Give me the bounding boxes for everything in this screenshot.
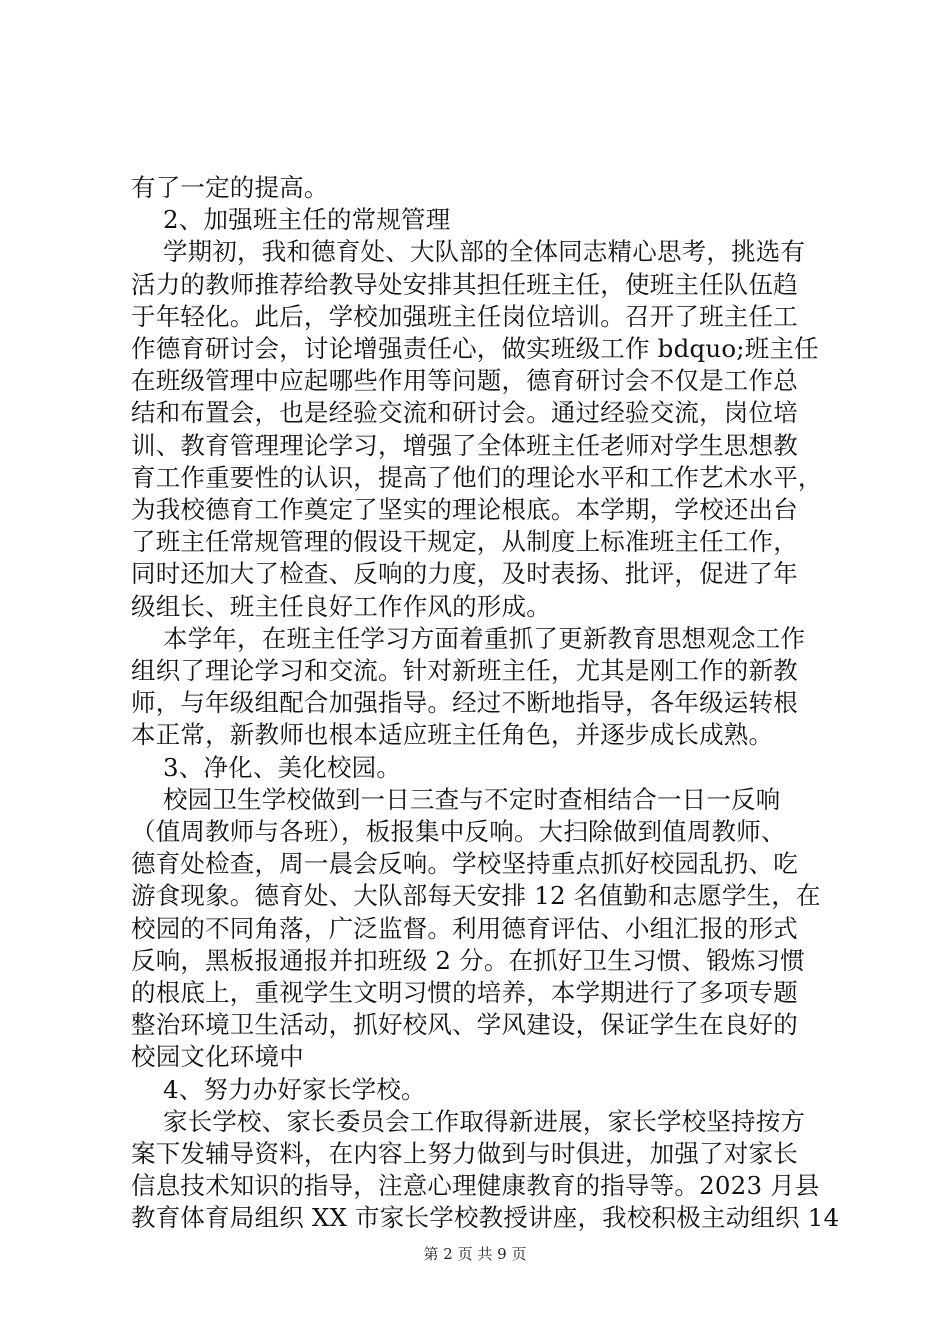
text-line: 4、努力办好家长学校。 xyxy=(131,1074,426,1104)
text-line: 于年轻化。此后，学校加强班主任岗位培训。召开了班主任工 xyxy=(131,301,798,331)
text-line: 反响，黑板报通报并扣班级 2 分。在抓好卫生习惯、锻炼习惯 xyxy=(131,945,805,975)
text-line: 的根底上，重视学生文明习惯的培养，本学期进行了多项专题 xyxy=(131,978,798,1007)
text-line: 为我校德育工作奠定了坚实的理论根底。本学期，学校还出台 xyxy=(131,495,798,524)
text-line: 训、教育管理理论学习，增强了全体班主任老师对学生思想教 xyxy=(131,430,798,460)
text-line: 在班级管理中应起哪些作用等问题，德育研讨会不仅是工作总 xyxy=(131,366,798,396)
text-line: 作德育研讨会，讨论增强责任心，做实班级工作 bdquo;班主任 xyxy=(131,334,819,363)
text-line: 学期初，我和德育处、大队部的全体同志精心思考，挑选有 xyxy=(131,237,806,267)
text-line: 家长学校、家长委员会工作取得新进展，家长学校坚持按方 xyxy=(131,1106,806,1136)
text-line: 游食现象。德育处、大队部每天安排 12 名值勤和志愿学生，在 xyxy=(131,881,821,911)
text-line: 校园卫生学校做到一日三查与不定时查相结合一日一反响 xyxy=(131,784,781,814)
text-line: 了班主任常规管理的假设干规定，从制度上标准班主任工作， xyxy=(131,527,798,557)
text-line: 级组长、班主任良好工作作风的形成。 xyxy=(131,591,551,621)
text-line: 案下发辅导资料，在内容上努力做到与时俱进，加强了对家长 xyxy=(131,1139,798,1168)
text-line: 校园的不同角落，广泛监督。利用德育评估、小组汇报的形式 xyxy=(131,913,798,943)
text-line: 信息技术知识的指导，注意心理健康教育的指导等。2023 月县 xyxy=(131,1171,820,1201)
text-line: 校园文化环境中 xyxy=(131,1042,304,1072)
text-line: 有了一定的提高。 xyxy=(131,173,329,202)
text-line: 教育体育局组织 XX 市家长学校教授讲座，我校积极主动组织 14 xyxy=(131,1203,840,1233)
text-line: 育工作重要性的认识，提高了他们的理论水平和工作艺术水平， xyxy=(131,462,823,492)
text-line: 同时还加大了检查、反响的力度，及时表扬、批评，促进了年 xyxy=(131,559,798,589)
text-line: 3、净化、美化校园。 xyxy=(131,752,402,782)
text-line: 结和布置会，也是经验交流和研讨会。通过经验交流，岗位培 xyxy=(131,398,798,428)
text-line: 本正常，新教师也根本适应班主任角色，并逐步成长成熟。 xyxy=(131,720,774,750)
text-line: （值周教师与各班），板报集中反响。大扫除做到值周教师、 xyxy=(131,817,786,846)
text-line: 活力的教师推荐给教导处安排其担任班主任，使班主任队伍趋 xyxy=(131,269,798,299)
text-line: 德育处检查，周一晨会反响。学校坚持重点抓好校园乱扔、吃 xyxy=(131,849,798,879)
text-line: 整治环境卫生活动，抓好校风、学风建设，保证学生在良好的 xyxy=(131,1010,798,1040)
text-line: 师，与年级组配合加强指导。经过不断地指导，各年级运转根 xyxy=(131,688,798,718)
page-footer: 第 2 页 共 9 页 xyxy=(423,1245,527,1263)
text-line: 本学年，在班主任学习方面着重抓了更新教育思想观念工作 xyxy=(131,623,806,653)
text-line: 2、加强班主任的常规管理 xyxy=(131,205,451,235)
text-line: 组织了理论学习和交流。针对新班主任，尤其是刚工作的新教 xyxy=(131,656,798,685)
